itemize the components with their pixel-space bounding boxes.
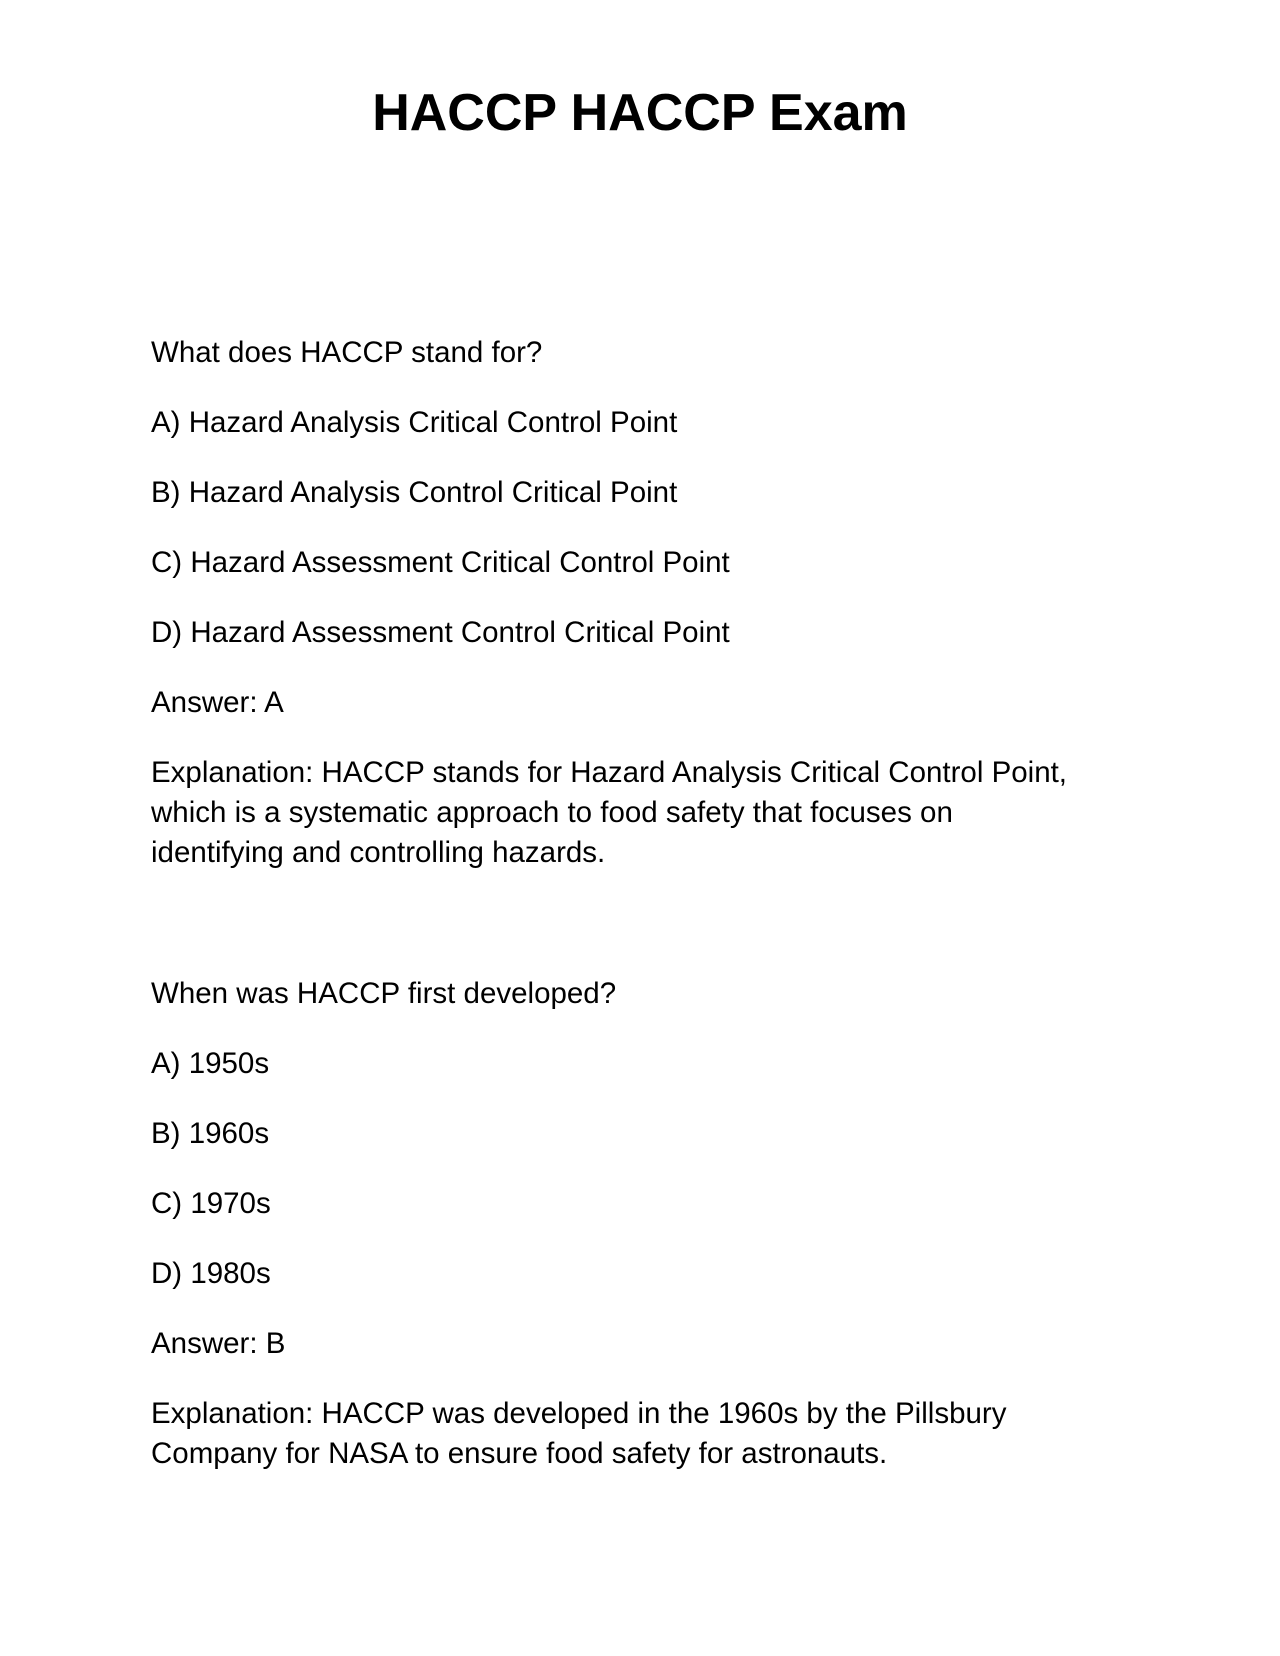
question-1-prompt: What does HACCP stand for? — [151, 336, 543, 369]
question-1-option-d: D) Hazard Assessment Control Critical Point — [151, 616, 730, 649]
question-1-option-a: A) Hazard Analysis Critical Control Point — [151, 406, 678, 439]
question-1-explanation-line-2: which is a systematic approach to food safety that focuses on — [151, 796, 953, 829]
question-2-option-c: C) 1970s — [151, 1187, 271, 1220]
question-1-option-c: C) Hazard Assessment Critical Control Point — [151, 546, 730, 579]
question-2-option-d: D) 1980s — [151, 1257, 271, 1290]
question-2-option-b: B) 1960s — [151, 1117, 270, 1150]
question-2-option-a: A) 1950s — [151, 1047, 270, 1080]
question-1-explanation-line-3: identifying and controlling hazards. — [151, 836, 606, 869]
question-2-answer: Answer: B — [151, 1327, 286, 1360]
question-2-explanation-line-1: Explanation: HACCP was developed in the 1960s by the Pillsbury — [151, 1397, 1007, 1430]
question-1-answer: Answer: A — [151, 686, 284, 719]
question-1-explanation-line-1: Explanation: HACCP stands for Hazard Analysis Critical Control Point, — [151, 756, 1067, 789]
page-title: HACCP HACCP Exam — [372, 84, 908, 142]
question-2-explanation-line-2: Company for NASA to ensure food safety for astronauts. — [151, 1437, 888, 1470]
question-2-prompt: When was HACCP first developed? — [151, 977, 617, 1010]
question-1-option-b: B) Hazard Analysis Control Critical Point — [151, 476, 678, 509]
